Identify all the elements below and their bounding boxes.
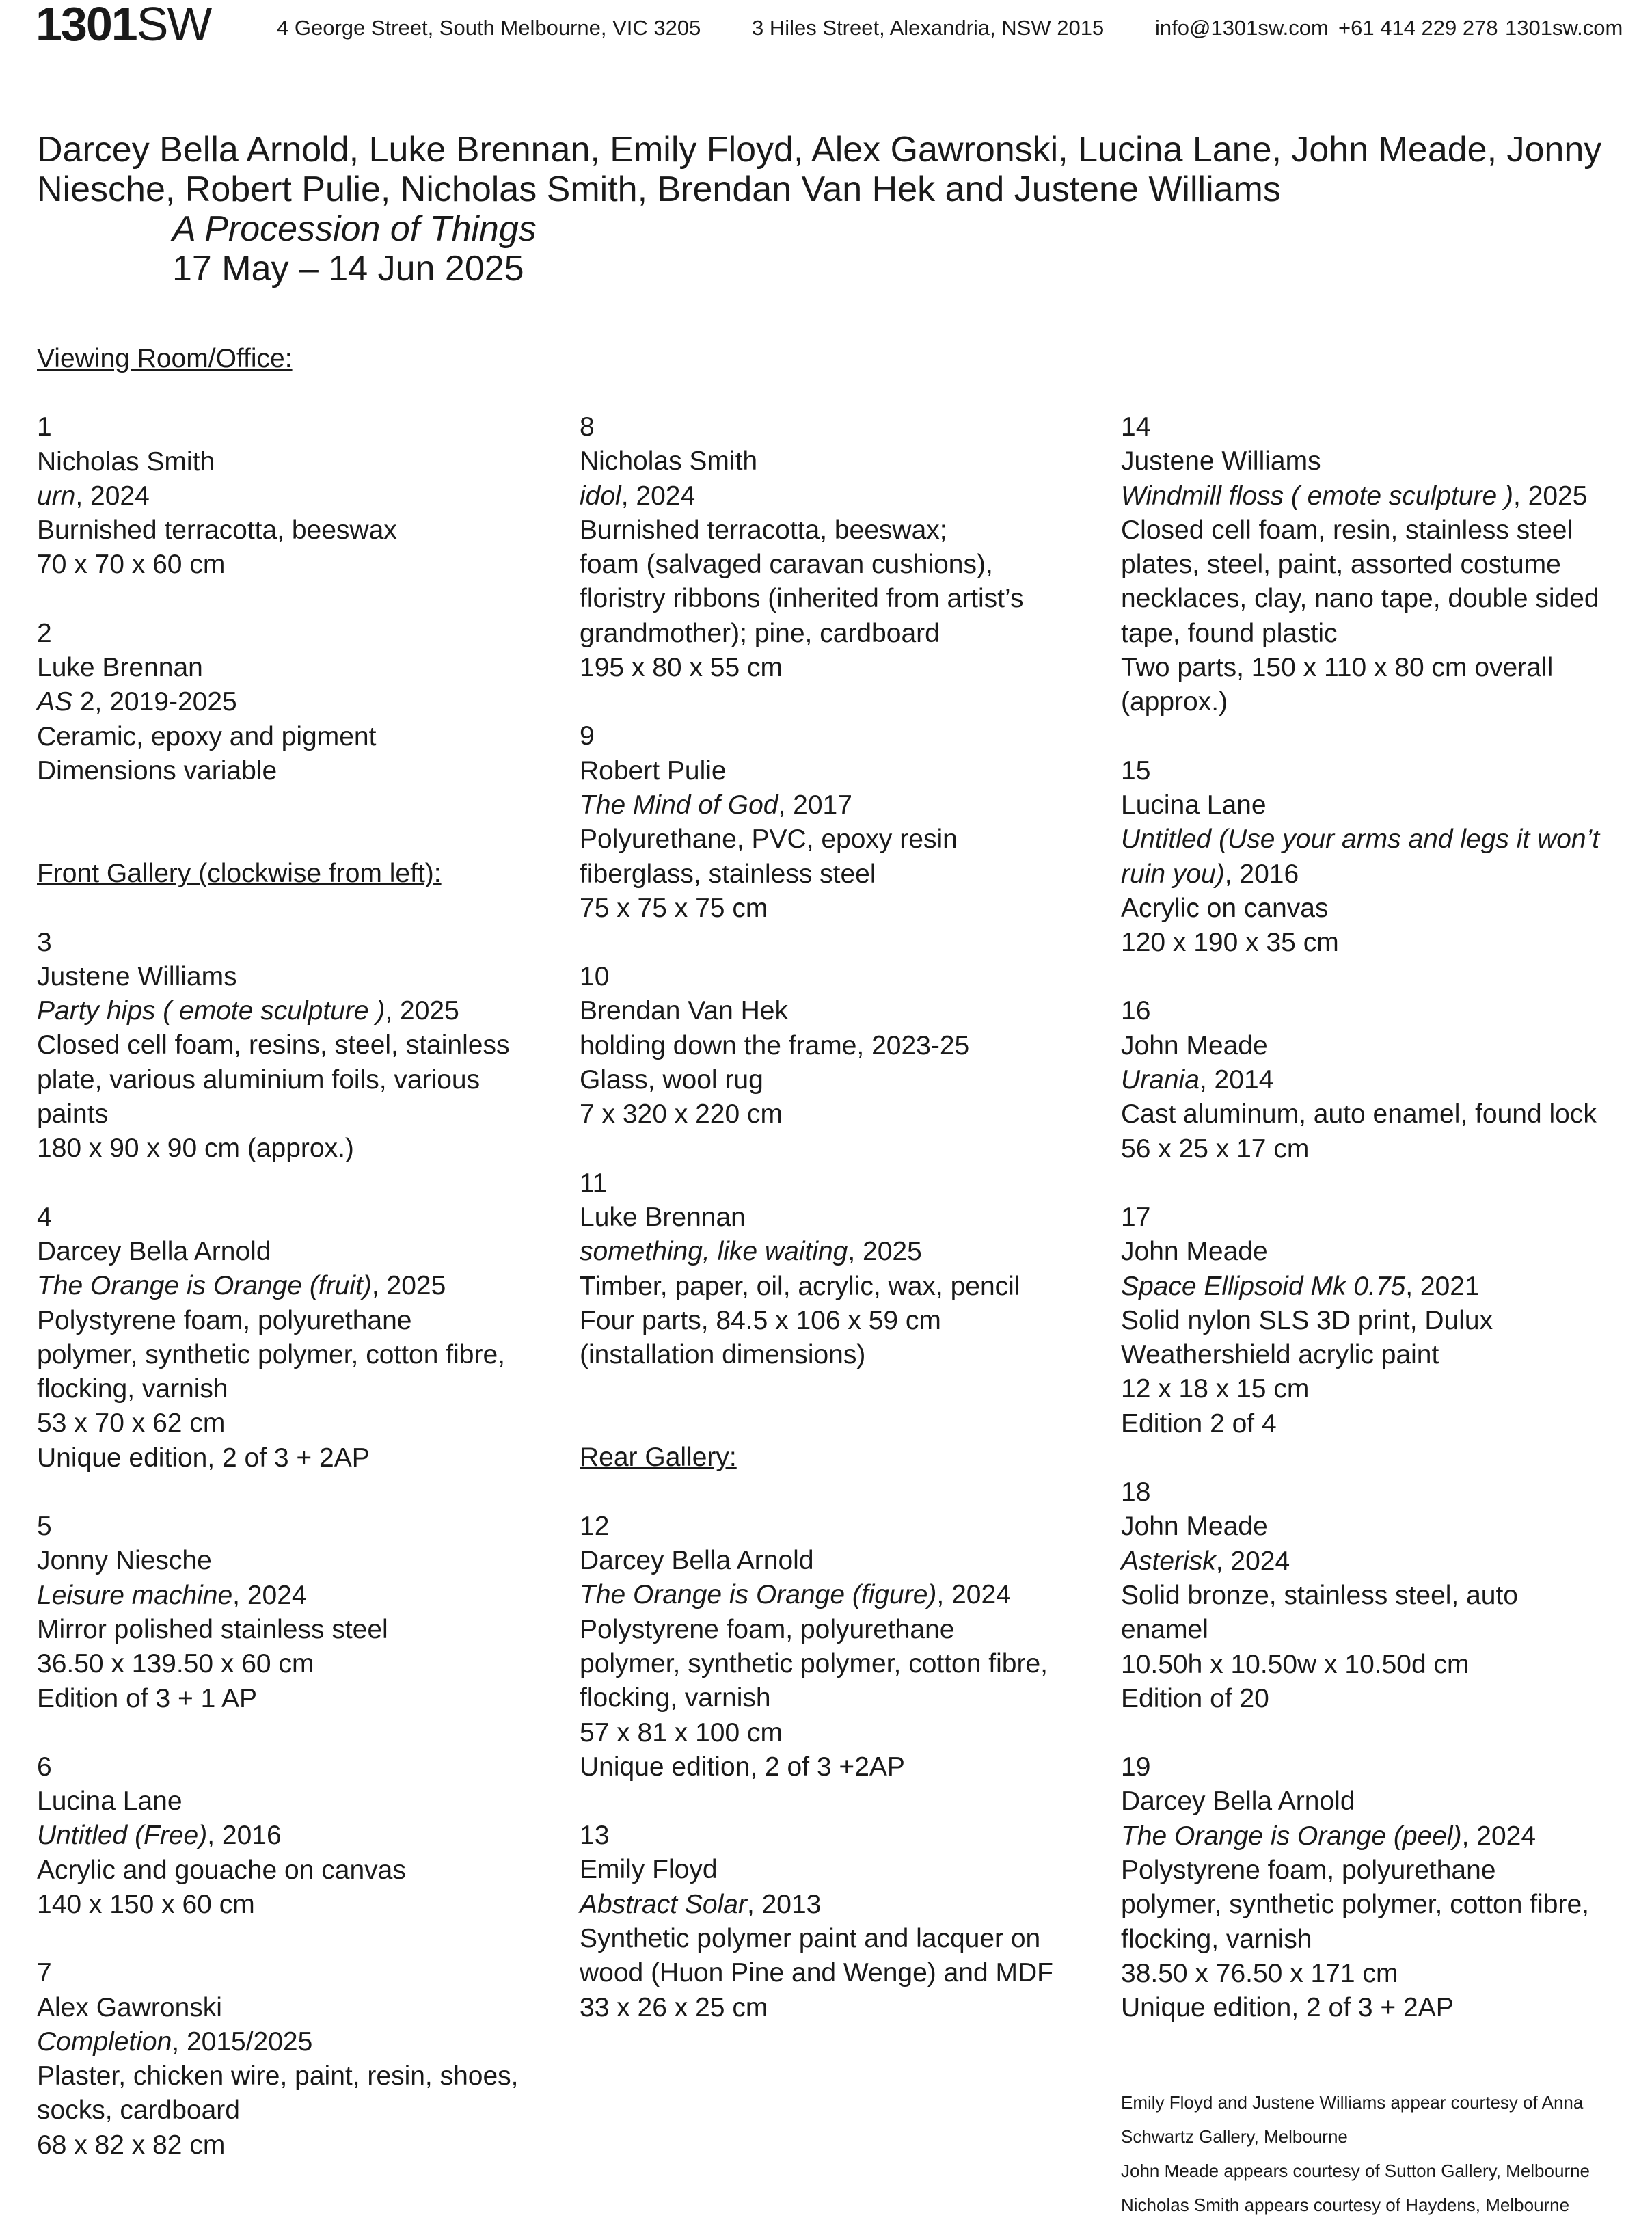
- work-artist: Darcey Bella Arnold: [1121, 1786, 1355, 1817]
- work-number: 11: [580, 1168, 608, 1198]
- phone-number[interactable]: +61 414 229 278: [1338, 16, 1498, 40]
- work-detail: grandmother); pine, cardboard: [580, 618, 940, 648]
- work-entry: [580, 960, 1099, 1132]
- work-number: 12: [580, 1511, 610, 1541]
- work-detail: Burnished terracotta, beeswax: [37, 516, 397, 546]
- work-detail: polymer, synthetic polymer, cotton fibre,: [1121, 1890, 1589, 1920]
- work-detail: polymer, synthetic polymer, cotton fibre,: [37, 1339, 505, 1369]
- credit-line: John Meade appears courtesy of Sutton Gallery, Melbourne: [1121, 2160, 1590, 2181]
- work-number: 3: [37, 927, 52, 957]
- work-detail: Acrylic on canvas: [1121, 893, 1329, 923]
- work-artist: Emily Floyd: [580, 1855, 718, 1885]
- work-detail: Solid nylon SLS 3D print, Dulux: [1121, 1305, 1493, 1335]
- work-detail: 180 x 90 x 90 cm (approx.): [37, 1134, 354, 1164]
- work-detail: 120 x 190 x 35 cm: [1121, 928, 1339, 958]
- work-detail: 53 x 70 x 62 cm: [37, 1408, 226, 1438]
- logo-light: SW: [136, 0, 211, 51]
- work-artist: Justene Williams: [1121, 446, 1321, 477]
- work-artist: Alex Gawronski: [37, 1992, 222, 2022]
- work-detail: Edition 2 of 4: [1121, 1408, 1277, 1438]
- work-number: 16: [1121, 996, 1151, 1026]
- work-entry: [37, 410, 556, 582]
- work-number: 19: [1121, 1752, 1151, 1782]
- exhibition-artists: Darcey Bella Arnold, Luke Brennan, Emily Floyd, Alex Gawronski, Lucina Lane, John Meade, Jonny Niesche, Robert Pulie, Nicholas Smith, Brendan Van Hek and Justene Williams: [37, 130, 1602, 209]
- exhibition-title-block: [37, 130, 1629, 289]
- work-year: , 2024: [1461, 1821, 1536, 1851]
- work-title: The Mind of God: [580, 790, 778, 820]
- work-title: Abstract Solar: [580, 1889, 747, 1919]
- work-detail: Glass, wool rug: [580, 1065, 763, 1095]
- work-year: , 2025: [385, 996, 459, 1026]
- work-number: 2: [37, 618, 52, 648]
- work-title: Untitled (Use your arms and legs it won’t: [1121, 825, 1600, 855]
- work-number: 8: [580, 412, 595, 442]
- work-detail: Edition of 3 + 1 AP: [37, 1683, 257, 1713]
- work-artist: Nicholas Smith: [580, 446, 758, 477]
- work-detail: Unique edition, 2 of 3 +2AP: [580, 1752, 905, 1782]
- work-detail: Edition of 20: [1121, 1683, 1269, 1713]
- work-detail: Polystyrene foam, polyurethane: [1121, 1855, 1496, 1885]
- work-detail: wood (Huon Pine and Wenge) and MDF: [580, 1958, 1053, 1988]
- work-artist: Luke Brennan: [580, 1202, 746, 1232]
- work-detail: Ceramic, epoxy and pigment: [37, 721, 377, 751]
- logo-bold: 1301: [36, 0, 137, 51]
- work-detail: flocking, varnish: [580, 1683, 771, 1713]
- credit-line: Nicholas Smith appears courtesy of Haydens, Melbourne: [1121, 2195, 1570, 2215]
- work-detail: plates, steel, paint, assorted costume: [1121, 550, 1561, 580]
- header: [0, 0, 1652, 62]
- work-detail: Closed cell foam, resins, steel, stainless: [37, 1030, 510, 1060]
- work-detail: Acrylic and gouache on canvas: [37, 1855, 406, 1885]
- work-title-continued: ruin you): [1121, 859, 1225, 889]
- work-detail: Dimensions variable: [37, 755, 277, 786]
- work-number: 5: [37, 1512, 52, 1542]
- work-year: , 2024: [75, 481, 150, 511]
- work-artist: Darcey Bella Arnold: [580, 1546, 814, 1576]
- work-artist: Brendan Van Hek: [580, 996, 788, 1026]
- work-detail: socks, cardboard: [37, 2096, 240, 2126]
- work-title: Leisure machine: [37, 1580, 233, 1610]
- work-detail: 57 x 81 x 100 cm: [580, 1717, 783, 1748]
- work-title: urn: [37, 481, 76, 511]
- work-number: 9: [580, 721, 595, 751]
- work-artist: Robert Pulie: [580, 755, 727, 786]
- work-detail: 7 x 320 x 220 cm: [580, 1099, 783, 1129]
- column-left: [37, 342, 556, 2197]
- work-detail: necklaces, clay, nano tape, double sided: [1121, 584, 1599, 614]
- section-viewing-room: Viewing Room/Office:: [37, 344, 293, 373]
- work-entry: [37, 926, 556, 1166]
- work-number: 15: [1121, 755, 1151, 786]
- work-year: , 2025: [1513, 481, 1588, 511]
- work-title: Urania: [1121, 1065, 1200, 1095]
- work-number: 1: [37, 412, 52, 442]
- spacer: [580, 1406, 1099, 1441]
- work-year: , 2024: [232, 1580, 307, 1610]
- work-title: idol: [580, 481, 621, 511]
- work-title: The Orange is Orange (fruit): [37, 1271, 372, 1301]
- work-detail: Mirror polished stainless steel: [37, 1614, 388, 1644]
- work-year: , 2016: [1224, 859, 1299, 889]
- work-detail: plate, various aluminium foils, various: [37, 1065, 480, 1095]
- work-entry: [580, 1166, 1099, 1373]
- work-number: 13: [580, 1821, 610, 1851]
- work-detail: 140 x 150 x 60 cm: [37, 1889, 255, 1919]
- work-title: Completion: [37, 2026, 172, 2057]
- exhibition-dates: 17 May – 14 Jun 2025: [172, 249, 524, 289]
- spacer: [37, 822, 556, 857]
- work-entry: [1121, 1750, 1640, 2025]
- work-artist: Jonny Niesche: [37, 1546, 212, 1576]
- work-detail: tape, found plastic: [1121, 618, 1338, 648]
- work-detail: foam (salvaged caravan cushions),: [580, 550, 993, 580]
- work-artist: Luke Brennan: [37, 653, 203, 683]
- work-detail: Polystyrene foam, polyurethane: [580, 1614, 955, 1644]
- work-year: , 2017: [778, 790, 852, 820]
- work-detail: 75 x 75 x 75 cm: [580, 893, 768, 923]
- work-detail: Polystyrene foam, polyurethane: [37, 1305, 412, 1335]
- work-year: , 2021: [1405, 1271, 1480, 1301]
- work-detail: 36.50 x 139.50 x 60 cm: [37, 1649, 314, 1679]
- work-entry: [37, 1510, 556, 1716]
- work-detail: 38.50 x 76.50 x 171 cm: [1121, 1958, 1398, 1988]
- work-detail: 33 x 26 x 25 cm: [580, 1992, 768, 2022]
- website-link[interactable]: 1301sw.com: [1505, 16, 1623, 40]
- work-detail: Synthetic polymer paint and lacquer on: [580, 1923, 1041, 1953]
- work-entry: [1121, 410, 1640, 720]
- work-number: 7: [37, 1958, 52, 1988]
- work-detail: 70 x 70 x 60 cm: [37, 550, 226, 580]
- work-detail: Timber, paper, oil, acrylic, wax, pencil: [580, 1271, 1020, 1301]
- work-detail: flocking, varnish: [37, 1374, 228, 1404]
- exhibition-title: A Procession of Things: [172, 209, 537, 249]
- email-link[interactable]: info@1301sw.com: [1155, 16, 1329, 40]
- work-detail: Solid bronze, stainless steel, auto: [1121, 1580, 1519, 1610]
- work-detail: Two parts, 150 x 110 x 80 cm overall: [1121, 653, 1554, 683]
- work-year: , 2015/2025: [172, 2026, 313, 2057]
- work-entry: [580, 1819, 1099, 2025]
- work-artist: Darcey Bella Arnold: [37, 1236, 271, 1266]
- work-year: 2, 2019-2025: [72, 687, 237, 717]
- work-detail: polymer, synthetic polymer, cotton fibre,: [580, 1648, 1048, 1678]
- work-detail: fiberglass, stainless steel: [580, 859, 876, 889]
- work-entry: [1121, 1475, 1640, 1716]
- work-detail: Weathershield acrylic paint: [1121, 1340, 1439, 1370]
- credits: [1121, 2085, 1627, 2222]
- work-number: 10: [580, 962, 610, 992]
- work-artist: John Meade: [1121, 1030, 1268, 1060]
- work-detail: Four parts, 84.5 x 106 x 59 cm: [580, 1305, 941, 1335]
- work-entry: [1121, 994, 1640, 1166]
- work-entry: [1121, 754, 1640, 961]
- work-title: Party hips ( emote sculpture ): [37, 996, 385, 1026]
- work-detail: floristry ribbons (inherited from artist’s: [580, 584, 1024, 614]
- work-entry: [580, 1510, 1099, 1784]
- work-number: 18: [1121, 1477, 1151, 1508]
- work-entry: [580, 410, 1099, 685]
- work-year: , 2014: [1199, 1065, 1274, 1095]
- work-artist: Justene Williams: [37, 961, 237, 991]
- work-number: 17: [1121, 1202, 1151, 1232]
- work-year: , 2024: [621, 481, 696, 511]
- work-number: 4: [37, 1202, 52, 1232]
- work-title: Untitled (Free): [37, 1821, 208, 1851]
- work-entry: [37, 1750, 556, 1922]
- address-melbourne: 4 George Street, South Melbourne, VIC 3205: [277, 16, 701, 40]
- work-detail: 68 x 82 x 82 cm: [37, 2130, 226, 2160]
- work-number: 6: [37, 1752, 52, 1782]
- column-right: [1121, 410, 1640, 2059]
- work-title: The Orange is Orange (peel): [1121, 1821, 1462, 1851]
- work-title: Asterisk: [1121, 1546, 1216, 1576]
- work-detail: Closed cell foam, resin, stainless steel: [1121, 515, 1573, 545]
- work-artist: Nicholas Smith: [37, 446, 215, 477]
- work-year: , 2024: [936, 1580, 1011, 1610]
- column-middle: [580, 410, 1099, 2059]
- work-detail: paints: [37, 1099, 109, 1129]
- work-year: , 2025: [371, 1271, 446, 1301]
- work-detail: 195 x 80 x 55 cm: [580, 653, 783, 683]
- work-entry: [580, 719, 1099, 926]
- work-artist: John Meade: [1121, 1237, 1268, 1267]
- work-detail: Plaster, chicken wire, paint, resin, shoes,: [37, 2061, 519, 2091]
- work-detail: Cast aluminum, auto enamel, found lock: [1121, 1099, 1597, 1129]
- work-year: , 2024: [1215, 1546, 1290, 1576]
- work-title: The Orange is Orange (figure): [580, 1580, 937, 1610]
- work-title: Space Ellipsoid Mk 0.75: [1121, 1271, 1406, 1301]
- work-artist: Lucina Lane: [1121, 790, 1267, 820]
- work-detail: 12 x 18 x 15 cm: [1121, 1374, 1310, 1404]
- credit-line: Schwartz Gallery, Melbourne: [1121, 2126, 1348, 2147]
- work-title: something, like waiting: [580, 1237, 848, 1267]
- work-entry: [1121, 1201, 1640, 1441]
- work-title: AS: [37, 687, 73, 717]
- work-entry: [37, 1201, 556, 1475]
- work-detail: Unique edition, 2 of 3 + 2AP: [1121, 1993, 1454, 2023]
- work-detail: 10.50h x 10.50w x 10.50d cm: [1121, 1649, 1470, 1679]
- work-detail: flocking, varnish: [1121, 1924, 1312, 1954]
- work-detail: Unique edition, 2 of 3 + 2AP: [37, 1443, 370, 1473]
- section-rear-gallery: Rear Gallery:: [580, 1443, 737, 1473]
- work-entry: [37, 1956, 556, 2163]
- gallery-logo[interactable]: [36, 0, 211, 51]
- work-entry: [37, 617, 556, 788]
- work-detail: (installation dimensions): [580, 1340, 866, 1370]
- work-detail: Burnished terracotta, beeswax;: [580, 515, 947, 545]
- address-sydney: 3 Hiles Street, Alexandria, NSW 2015: [752, 16, 1105, 40]
- work-detail: Polyurethane, PVC, epoxy resin: [580, 825, 958, 855]
- work-artist: Lucina Lane: [37, 1786, 182, 1817]
- work-title: Windmill floss ( emote sculpture ): [1121, 481, 1513, 511]
- work-detail: enamel: [1121, 1615, 1208, 1645]
- work-year: , 2025: [848, 1237, 922, 1267]
- work-year: , 2013: [746, 1889, 822, 1919]
- credit-line: Emily Floyd and Justene Williams appear courtesy of Anna: [1121, 2092, 1584, 2113]
- work-year: holding down the frame, 2023-25: [580, 1030, 970, 1060]
- work-number: 14: [1121, 412, 1151, 442]
- work-artist: John Meade: [1121, 1512, 1268, 1542]
- work-detail: 56 x 25 x 17 cm: [1121, 1134, 1310, 1164]
- section-front-gallery: Front Gallery (clockwise from left):: [37, 859, 442, 889]
- work-detail: (approx.): [1121, 687, 1228, 717]
- work-year: , 2016: [207, 1821, 282, 1851]
